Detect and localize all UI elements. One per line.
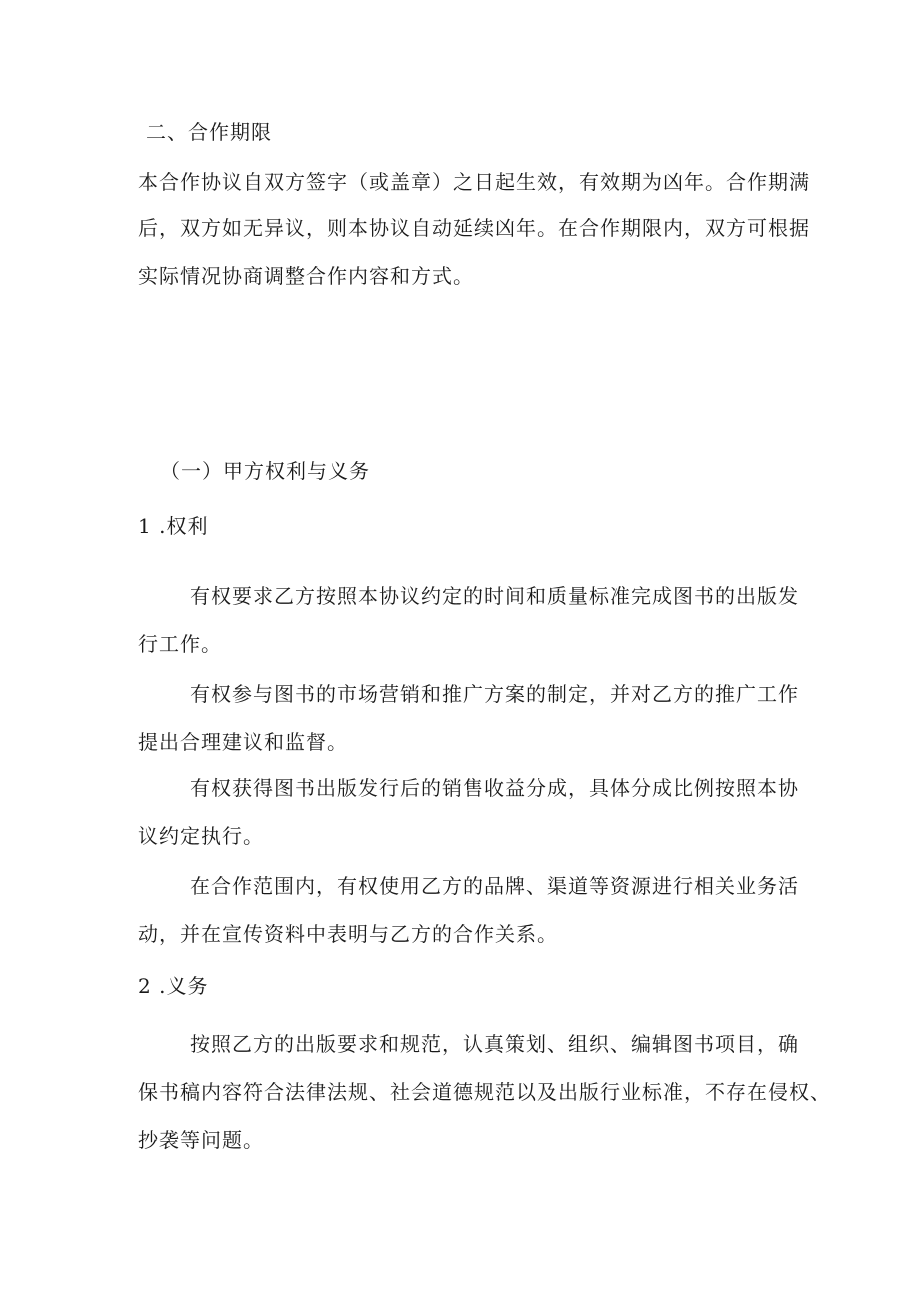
rights-item-1-line-1: 有权要求乙方按照本协议约定的时间和质量标准完成图书的出版发 bbox=[190, 584, 799, 608]
rights-heading: 1 .权利 bbox=[138, 514, 209, 538]
duties-item-1-line-3: 抄袭等问题。 bbox=[138, 1128, 264, 1152]
duties-item-1-line-1: 按照乙方的出版要求和规范，认真策划、组织、编辑图书项目，确 bbox=[190, 1032, 799, 1056]
rights-item-3-line-2: 议约定执行。 bbox=[138, 824, 264, 848]
rights-item-1-line-2: 行工作。 bbox=[138, 632, 222, 656]
rights-item-2-line-2: 提出合理建议和监督。 bbox=[138, 730, 348, 754]
term-paragraph-line-1: 本合作协议自双方签字（或盖章）之日起生效，有效期为凶年。合作期满 bbox=[138, 170, 810, 194]
rights-item-2-line-1: 有权参与图书的市场营销和推广方案的制定，并对乙方的推广工作 bbox=[190, 682, 799, 706]
rights-item-4-line-1: 在合作范围内，有权使用乙方的品牌、渠道等资源进行相关业务活 bbox=[190, 874, 799, 898]
duties-item-1-line-2: 保书稿内容符合法律法规、社会道德规范以及出版行业标准，不存在侵权、 bbox=[138, 1080, 831, 1104]
section-heading-term: 二、合作期限 bbox=[146, 120, 272, 144]
rights-item-4-line-2: 动，并在宣传资料中表明与乙方的合作关系。 bbox=[138, 922, 558, 946]
party-a-heading: （一）甲方权利与义务 bbox=[160, 459, 370, 483]
term-paragraph-line-3: 实际情况协商调整合作内容和方式。 bbox=[138, 264, 474, 288]
rights-item-3-line-1: 有权获得图书出版发行后的销售收益分成，具体分成比例按照本协 bbox=[190, 776, 799, 800]
duties-heading: 2 .义务 bbox=[138, 974, 209, 998]
term-paragraph-line-2: 后，双方如无异议，则本协议自动延续凶年。在合作期限内，双方可根据 bbox=[138, 216, 810, 240]
